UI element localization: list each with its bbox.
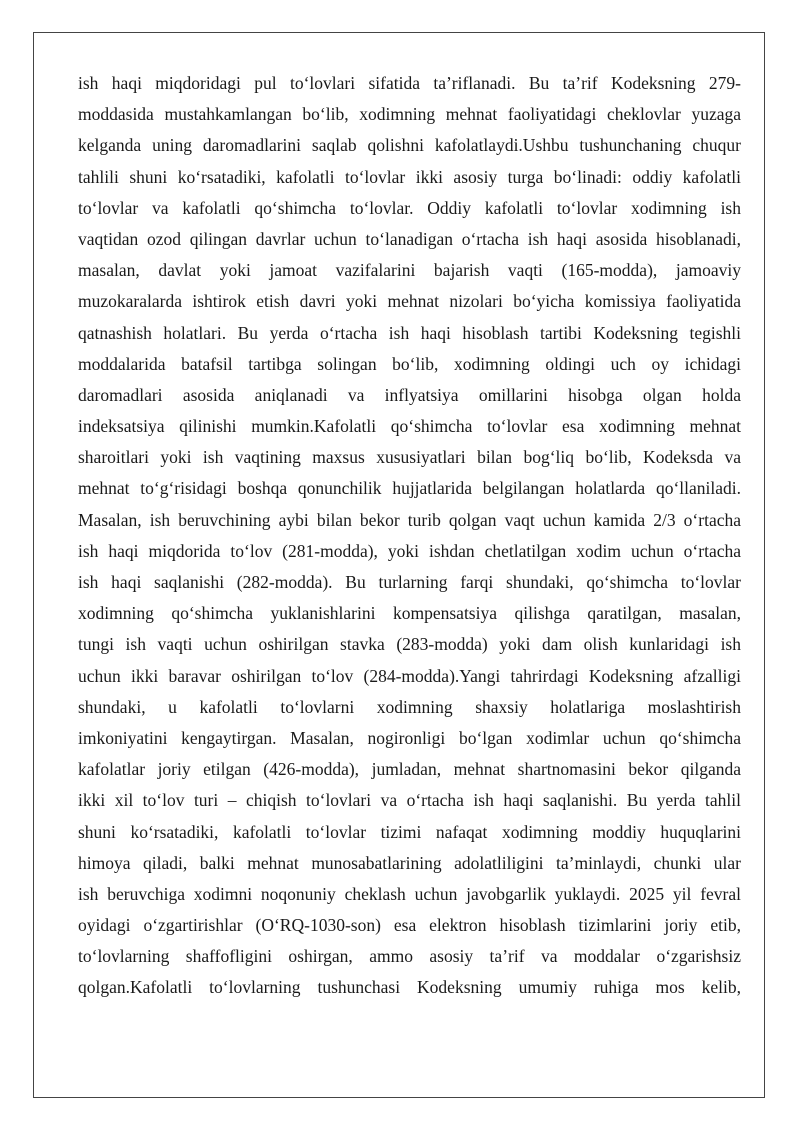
text-line: kelganda uning daromadlarini saqlab qolishni kafolatlaydi.Ushbu tushunchaning chuqur [78, 135, 741, 156]
text-line: oyidagi o‘zgartirishlar (O‘RQ-1030-son) esa elektron hisoblash tizimlarini joriy etib, [78, 915, 741, 936]
text-line: qolgan.Kafolatli to‘lovlarning tushunchasi Kodeksning umumiy ruhiga mos kelib, [78, 977, 741, 998]
text-line: sharoitlari yoki ish vaqtining maxsus xususiyatlari bilan bog‘liq bo‘lib, Kodeksda va [78, 447, 741, 468]
text-line: shuni ko‘rsatadiki, kafolatli to‘lovlar tizimi nafaqat xodimning moddiy huquqlarini [78, 821, 741, 842]
text-line: to‘lovlarning shaffofligini oshirgan, ammo asosiy ta’rif va moddalar o‘zgarishsiz [78, 946, 741, 967]
text-line: moddasida mustahkamlangan bo‘lib, xodimning mehnat faoliyatidagi cheklovlar yuzaga [78, 104, 741, 125]
text-line: ish haqi saqlanishi (282-modda). Bu turlarning farqi shundaki, qo‘shimcha to‘lovlar [78, 572, 741, 592]
text-line: mehnat to‘g‘risidagi boshqa qonunchilik hujjatlarida belgilangan holatlarda qo‘llaniladi. [78, 478, 741, 499]
text-line: imkoniyatini kengaytirgan. Masalan, nogironligi bo‘lgan xodimlar uchun qo‘shimcha [78, 727, 741, 748]
text-line: masalan, davlat yoki jamoat vazifalarini bajarish vaqti (165-modda), jamoaviy [78, 260, 741, 281]
text-line: ish haqi miqdorida to‘lov (281-modda), yoki ishdan chetlatilgan xodim uchun o‘rtacha [78, 540, 741, 561]
text-line: tungi ish vaqti uchun oshirilgan stavka (283-modda) yoki dam olish kunlaridagi ish [78, 634, 741, 655]
text-line: shundaki, u kafolatli to‘lovlarni xodimning shaxsiy holatlariga moslashtirish [78, 696, 741, 717]
text-line: himoya qiladi, balki mehnat munosabatlarining adolatliligini ta’minlaydi, chunki ular [78, 852, 741, 873]
text-line: ikki xil to‘lov turi – chiqish to‘lovlari va o‘rtacha ish haqi saqlanishi. Bu yerda tahlil [78, 790, 741, 811]
body-text [78, 68, 741, 1004]
text-line: indeksatsiya qilinishi mumkin.Kafolatli qo‘shimcha to‘lovlar esa xodimning mehnat [78, 416, 741, 437]
text-line: xodimning qo‘shimcha yuklanishlarini kompensatsiya qilishga qaratilgan, masalan, [78, 603, 741, 624]
text-line: ish beruvchiga xodimni noqonuniy cheklash uchun javobgarlik yuklaydi. 2025 yil fevral [78, 883, 741, 904]
text-line: qatnashish holatlari. Bu yerda o‘rtacha ish haqi hisoblash tartibi Kodeksning tegishli [78, 322, 741, 343]
text-line: to‘lovlar va kafolatli qo‘shimcha to‘lovlar. Oddiy kafolatli to‘lovlar xodimning ish [78, 197, 741, 218]
text-line: tahlili shuni ko‘rsatadiki, kafolatli to‘lovlar ikki asosiy turga bo‘linadi: oddiy kafolatli [78, 166, 741, 187]
text-line: daromadlari asosida aniqlanadi va inflyatsiya omillarini hisobga olgan holda [78, 384, 741, 405]
text-line: kafolatlar joriy etilgan (426-modda), jumladan, mehnat shartnomasini bekor qilganda [78, 759, 741, 780]
text-line: Masalan, ish beruvchining aybi bilan bekor turib qolgan vaqt uchun kamida 2/3 o‘rtacha [78, 509, 741, 530]
text-line: moddalarida batafsil tartibga solingan bo‘lib, xodimning oldingi uch oy ichidagi [78, 353, 741, 374]
text-line: ish haqi miqdoridagi pul to‘lovlari sifatida ta’riflanadi. Bu ta’rif Kodeksning 279- [78, 73, 741, 93]
text-line: vaqtidan ozod qilingan davrlar uchun to‘lanadigan o‘rtacha ish haqi asosida hisoblanadi, [78, 228, 741, 249]
text-line: uchun ikki baravar oshirilgan to‘lov (284-modda).Yangi tahrirdagi Kodeksning afzalligi [78, 665, 741, 686]
text-line: muzokaralarda ishtirok etish davri yoki mehnat nizolari bo‘yicha komissiya faoliyatida [78, 291, 741, 312]
